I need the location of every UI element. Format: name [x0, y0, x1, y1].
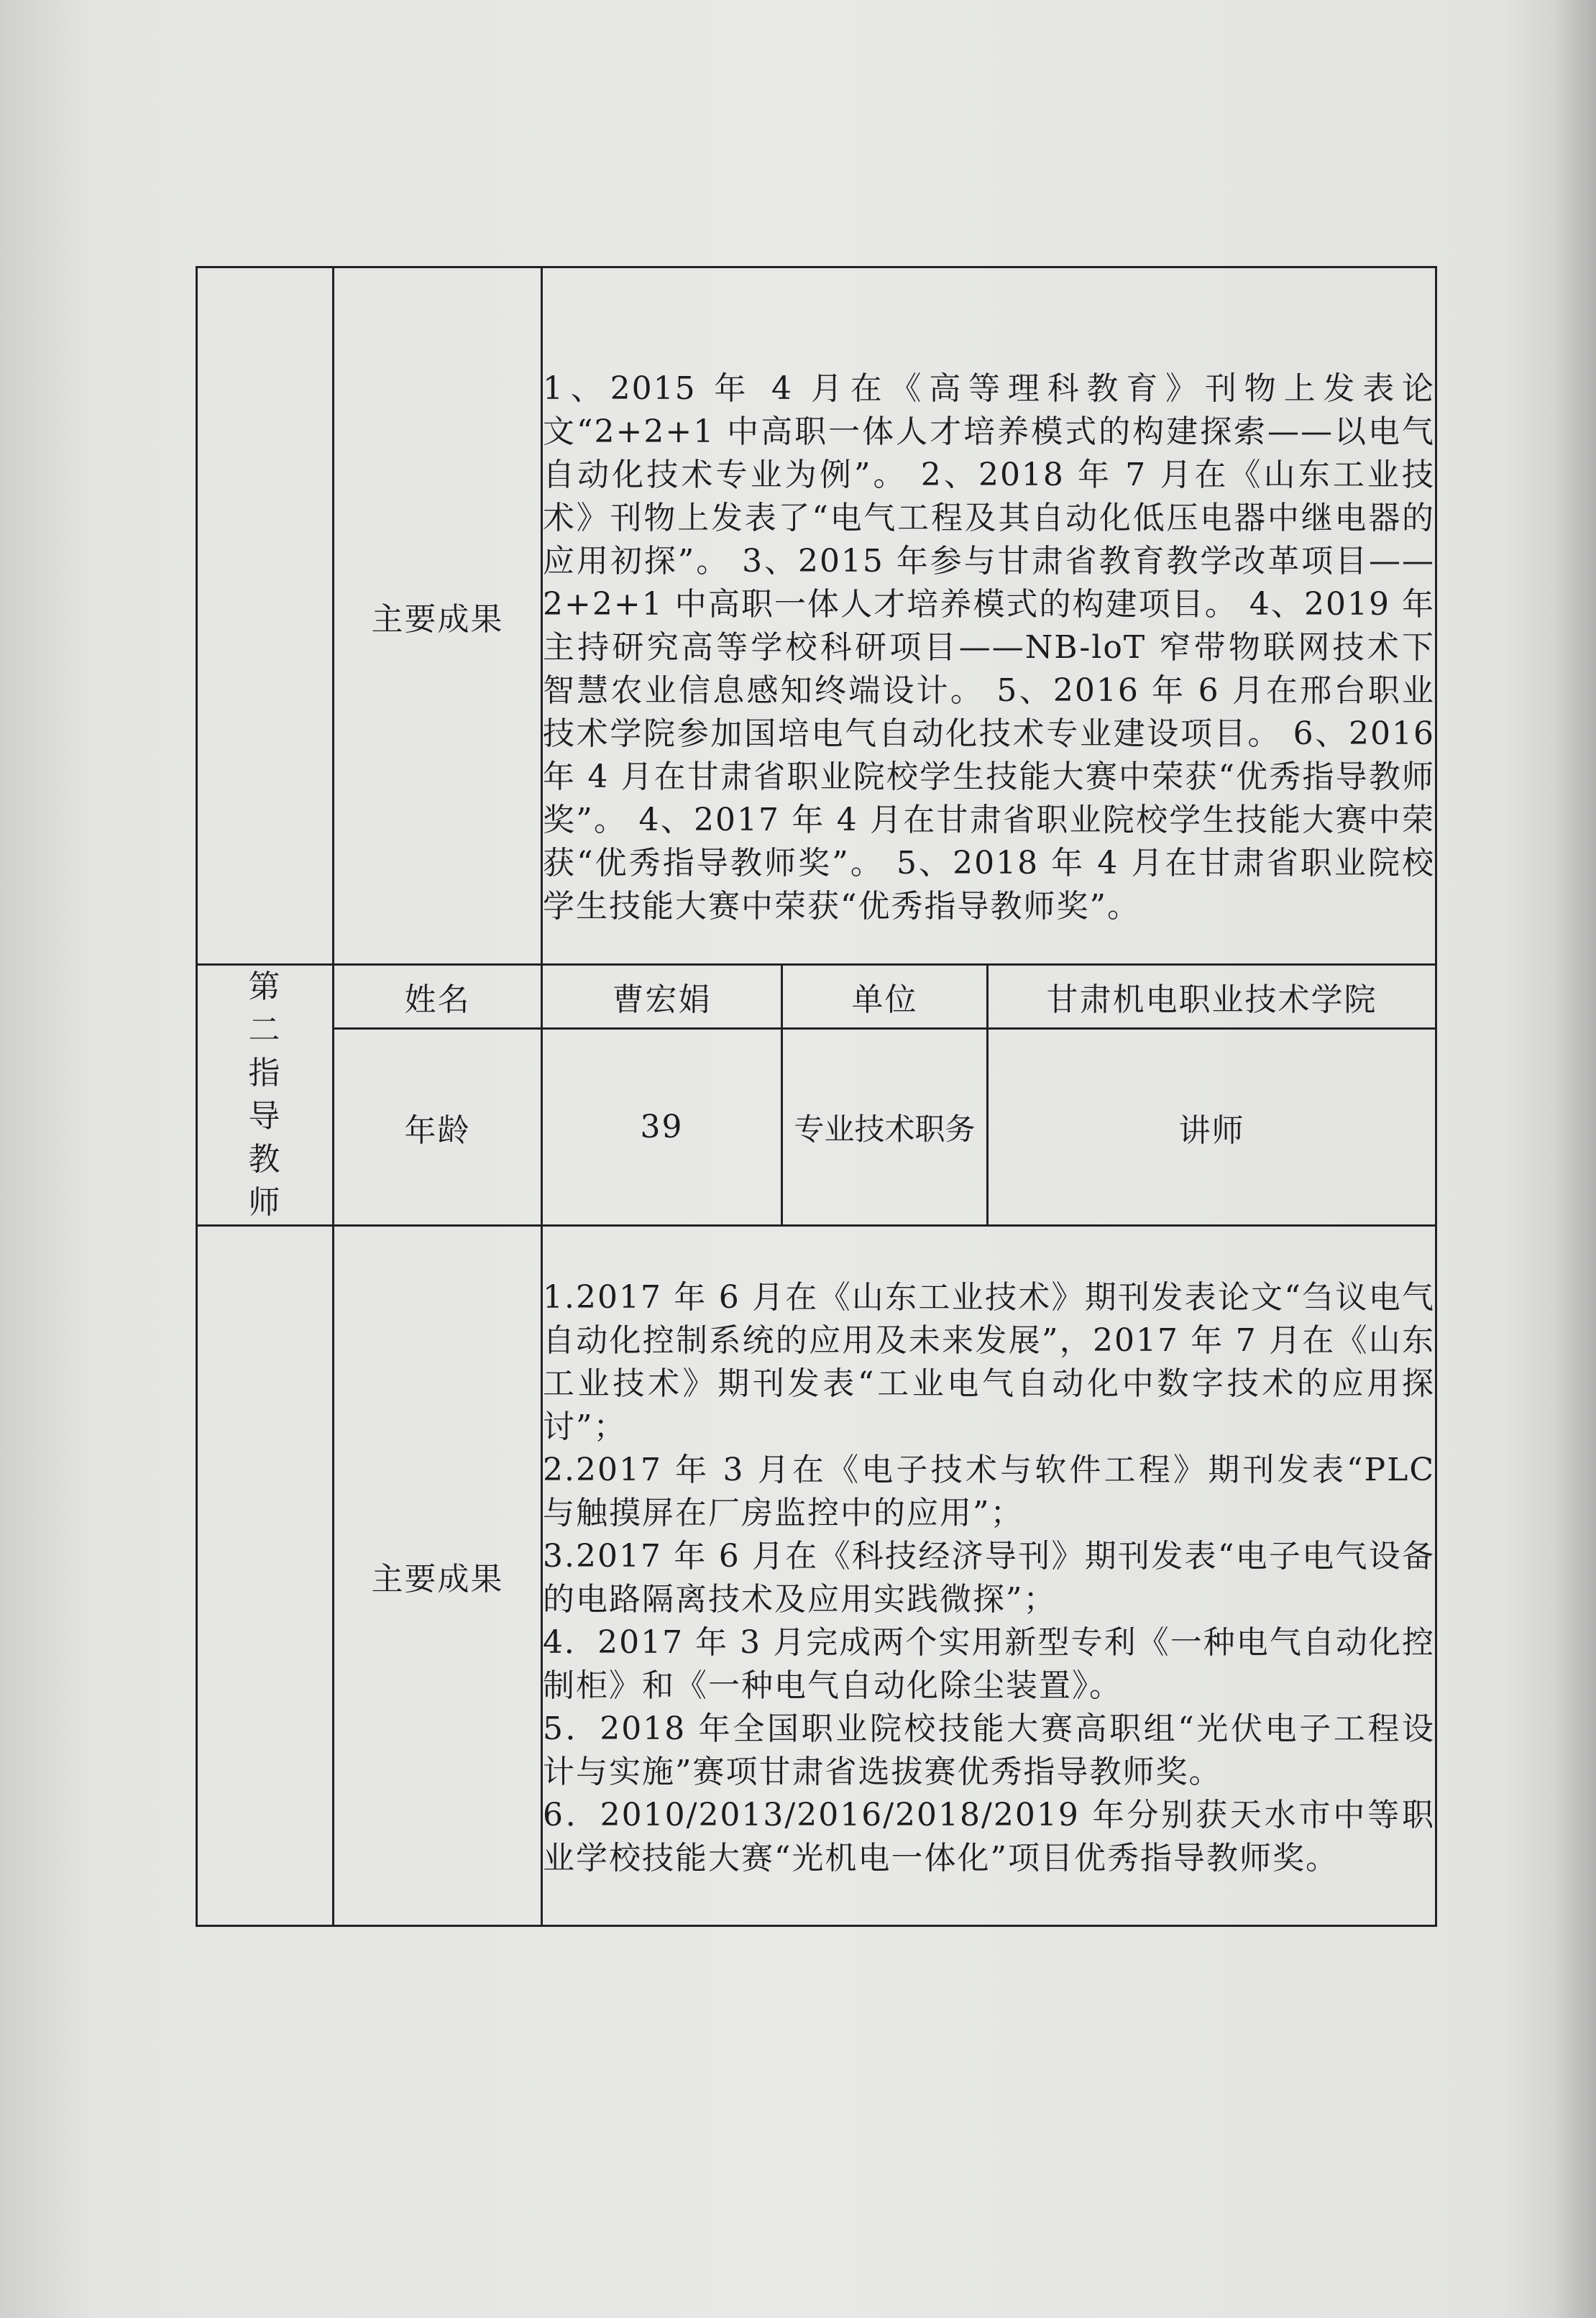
age-label: 年龄	[334, 1029, 542, 1226]
section-label-char: 二	[248, 1012, 282, 1048]
section-label-char: 导	[248, 1098, 282, 1135]
section-label-char: 教	[248, 1141, 282, 1178]
achievement-item: 3.2017 年 6 月在《科技经济导刊》期刊发表“电子电气设备的电路隔离技术及应用实践微探”；	[543, 1537, 1436, 1618]
name-value: 曹宏娟	[542, 965, 782, 1029]
first-teacher-achievements-label: 主要成果	[334, 267, 542, 965]
name-label: 姓名	[334, 965, 542, 1029]
instructor-info-table	[196, 266, 1437, 1927]
section-label-char: 指	[248, 1055, 282, 1091]
second-teacher-section-label	[197, 965, 334, 1226]
page-edge-shadow	[1553, 0, 1596, 2318]
first-teacher-achievements-text	[542, 267, 1436, 965]
section-label-char: 第	[248, 968, 282, 1005]
achievement-item: 5．2018 年全国职业院校技能大赛高职组“光伏电子工程设计与实施”赛项甘肃省选拔赛优秀指导教师奖。	[543, 1710, 1436, 1790]
second-teacher-achievements-row	[197, 1226, 1436, 1926]
first-teacher-section-cell	[197, 267, 334, 965]
second-teacher-blank-cell	[197, 1226, 334, 1926]
achievement-item: 1.2017 年 6 月在《山东工业技术》期刊发表论文“刍议电气自动化控制系统的应用及未来发展”，2017 年 7 月在《山东工业技术》期刊发表“工业电气自动化中数字技术的应用探讨”；	[543, 1278, 1436, 1445]
first-teacher-achievements-row	[197, 267, 1436, 965]
unit-label: 单位	[782, 965, 988, 1029]
achievement-item: 2.2017 年 3 月在《电子技术与软件工程》期刊发表“PLC 与触摸屏在厂房监控中的应用”；	[543, 1451, 1436, 1531]
second-teacher-age-row	[197, 1029, 1436, 1226]
professional-title-label: 专业技术职务	[782, 1029, 988, 1226]
first-teacher-achievements-paragraph: 1、2015 年 4 月在《高等理科教育》刊物上发表论文“2+2+1 中高职一体人才培养模式的构建探索——以电气自动化技术专业为例”。 2、2018 年 7 月在《山东工业技术》刊物上发表了“电气工程及其自动化低压电器中继电器的应用初探”。 3、2015 年参与甘肃省教育教学改革项目——2+2+1 中高职一体人才培养模式的构建项目。 4、2019 年主持研究高等学校科研项目——NB-loT 窄带物联网技术下智慧农业信息感知终端设计。 5、2016 年 6 月在邢台职业技术学院参加国培电气自动化技术专业建设项目。 6、2016 年 4 月在甘肃省职业院校学生技能大赛中荣获“优秀指导教师奖”。 4、2017 年 4 月在甘肃省职业院校学生技能大赛中荣获“优秀指导教师奖”。 5、2018 年 4 月在甘肃省职业院校学生技能大赛中荣获“优秀指导教师奖”。	[543, 370, 1436, 925]
professional-title-value: 讲师	[988, 1029, 1436, 1226]
second-teacher-name-row	[197, 965, 1436, 1029]
unit-value: 甘肃机电职业技术学院	[988, 965, 1436, 1029]
second-teacher-achievements-label: 主要成果	[334, 1226, 542, 1926]
age-value: 39	[542, 1029, 782, 1226]
achievement-item: 6．2010/2013/2016/2018/2019 年分别获天水市中等职业学校技能大赛“光机电一体化”项目优秀指导教师奖。	[543, 1796, 1436, 1877]
section-label-char: 师	[248, 1184, 282, 1221]
second-teacher-achievements-text	[542, 1226, 1436, 1926]
achievement-item: 4．2017 年 3 月完成两个实用新型专利《一种电气自动化控制柜》和《一种电气自动化除尘装置》。	[543, 1623, 1436, 1704]
